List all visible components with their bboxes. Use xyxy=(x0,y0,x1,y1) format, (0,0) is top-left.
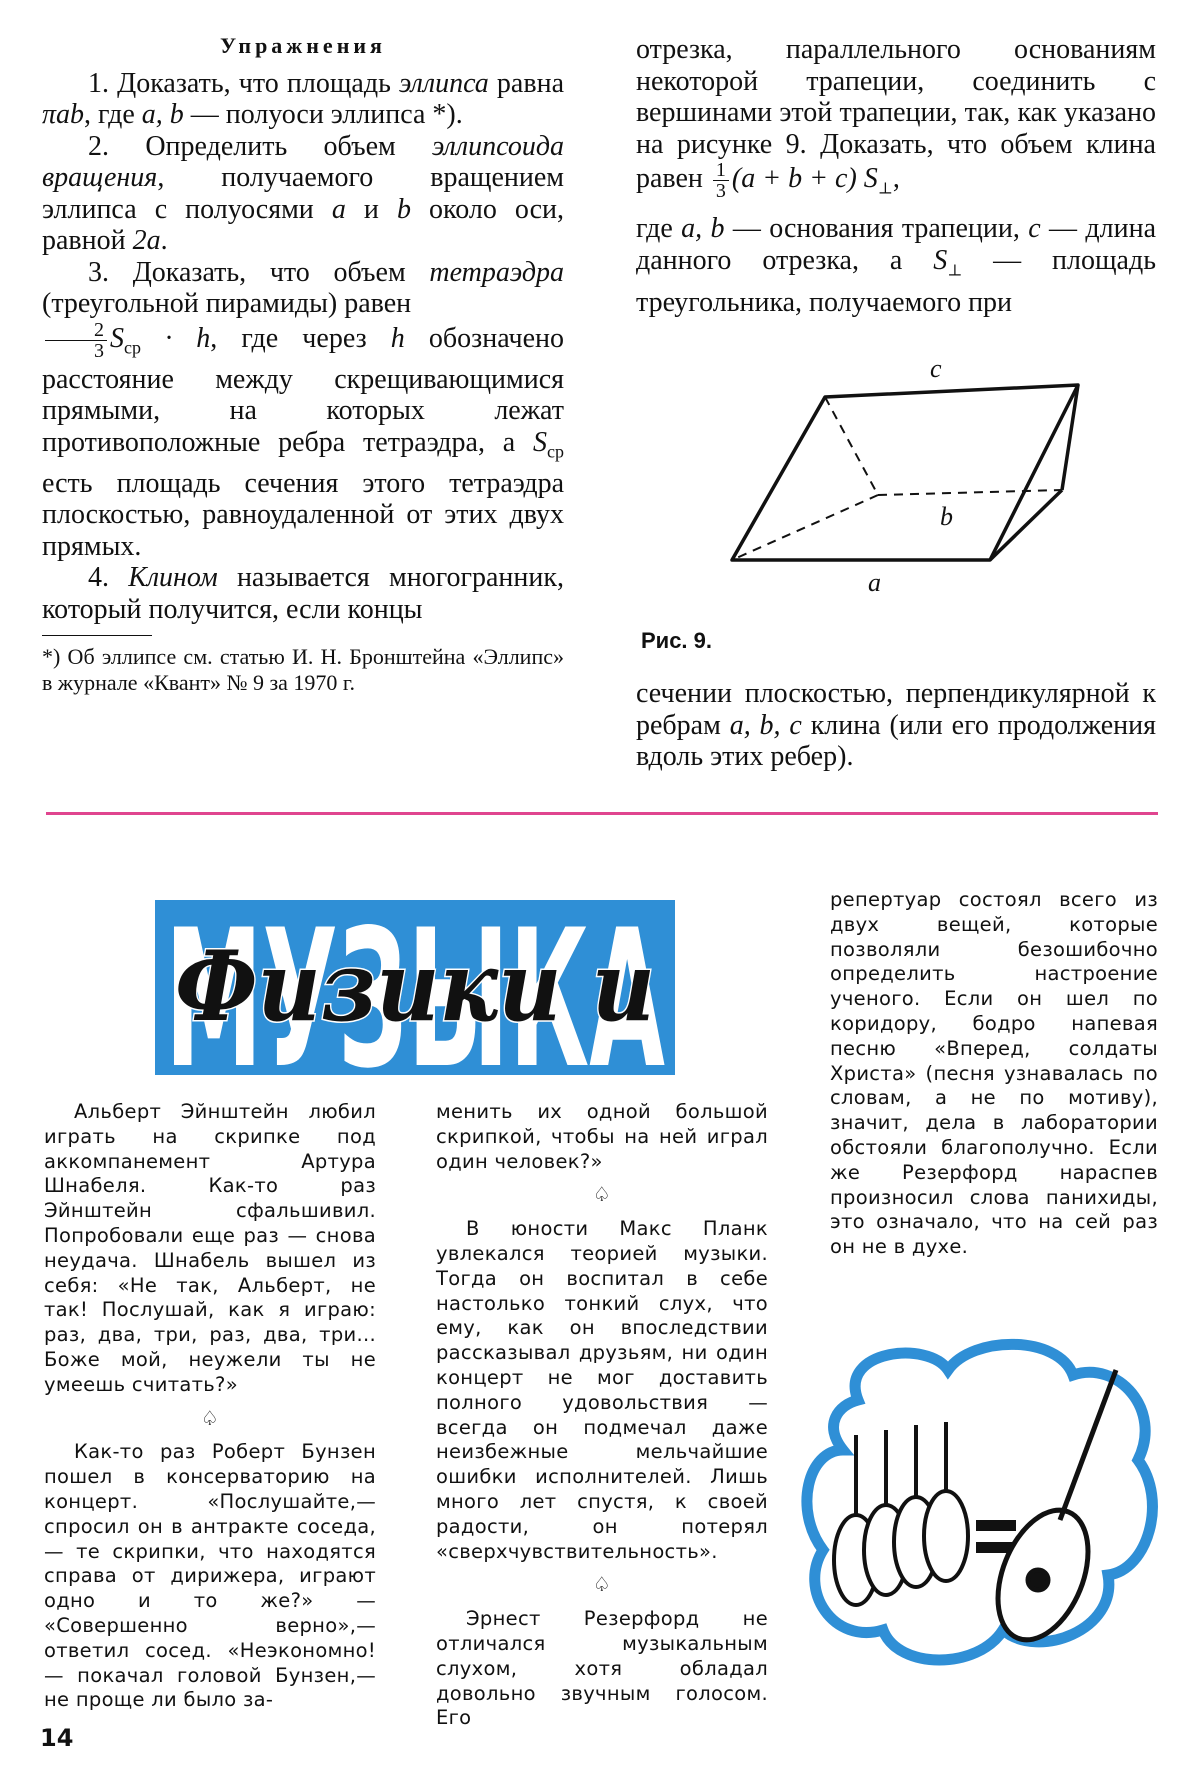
article-column-2 xyxy=(436,1100,768,1731)
ornament-icon: ♤ xyxy=(592,1182,612,1207)
wedge-paragraph: отрезка, параллельного основаниям некоторой трапеции, соединить с вершинами этой трапеции, так, как указано на рисунке 9. Доказать, что объем клина равен $\frac{1}{3}$ (a + b + c) $S_\perp$, xyxy=(636,34,1156,202)
page-number: 14 xyxy=(40,1724,74,1752)
exercises-heading: Упражнения xyxy=(220,33,386,58)
footnote-rule xyxy=(42,635,152,636)
anecdote-rutherford-end: репертуар состоял всего из двух вещей, которые позволяли безошибочно определить настроение ученого. Если он шел по коридору, бодро напевая песню «Вперед, солдаты Христа» (песня узнавалась по словам, а не по мотиву), значит, дела в лаборатории обстояли благополучно. Если же Резерфорд нараспев произносил слова панихиды, это означало, что на сей раз он не в духе. xyxy=(830,888,1158,1259)
wedge-figure xyxy=(700,355,1100,595)
exercise-1: 1. Доказать, что площадь эллипса равна πab, где a, b — полуоси эллипса *). xyxy=(42,67,564,130)
wedge-text-top xyxy=(636,34,1156,318)
wedge-paragraph-2: где a, b — основания трапеции, c — длина данного отрезка, а $S_\perp$ — площадь треугольника, получаемого при xyxy=(636,213,1157,318)
figure-caption: Рис. 9. xyxy=(641,628,713,653)
footnote: *) Об эллипсе см. статью И. Н. Бронштейна «Эллипс» в журнале «Квант» № 9 за 1970 г. xyxy=(42,644,564,696)
figure-label-a: a xyxy=(868,568,881,595)
title-script-physicists: Физики и xyxy=(175,930,655,1043)
anecdote-bunsen: Как-то раз Роберт Бунзен пошел в консерваторию на концерт. «Послушайте,— спросил он в антракте соседа,— те скрипки, что находятся справа от дирижера, играют одно и то же?» — «Совершенно верно»,— ответил сосед. «Неэкономно! — покачал головой Бунзен,— не проще ли было за- xyxy=(44,1440,376,1712)
figure-label-b: b xyxy=(940,502,953,531)
exercise-4: 4. Клином называется многогранник, который получится, если концы xyxy=(42,562,564,625)
ornament-icon: ♤ xyxy=(200,1405,220,1430)
fraction-two-thirds: $\frac{2}{3}$ xyxy=(45,320,107,361)
violins-illustration xyxy=(798,1330,1168,1680)
anecdote-rutherford: Эрнест Резерфорд не отличался музыкальным слухом, хотя обладал довольно звучным голосом. Его xyxy=(436,1607,768,1730)
ornament-icon: ♤ xyxy=(592,1572,612,1597)
section-divider xyxy=(46,812,1158,815)
article-column-3 xyxy=(830,888,1158,1260)
exercises-column xyxy=(42,30,564,696)
exercise-2: 2. Определить объем эллипсоида вращения, получаемого вращением эллипса с полуосями a и b около оси, равной 2a. xyxy=(42,130,564,256)
figure-label-c: c xyxy=(930,355,942,383)
anecdote-einstein: Альберт Эйнштейн любил играть на скрипке под аккомпанемент Артура Шнабеля. Как-то раз Эйнштейн сфальшивил. Попробовали еще раз — снова неудача. Шнабель вышел из себя: «Не так, Альберт, не так! Послушай, как я играю: раз, два, три, раз, два, три... Боже мой, неужели ты не умеешь считать?» xyxy=(44,1100,376,1396)
article-column-1 xyxy=(44,1100,376,1713)
anecdote-bunsen-end: менить их одной большой скрипкой, чтобы на ней играл один человек?» xyxy=(436,1100,768,1173)
article-title-logo xyxy=(155,900,675,1075)
title-word-music: МУЗЫКА xyxy=(165,900,665,1075)
anecdote-planck: В юности Макс Планк увлекался теорией музыки. Тогда он воспитал в себе настолько тонкий слух, что ему, как он впоследствии рассказывал друзьям, ни один концерт не мог доставить полного удовольствия — всегда он подмечал даже неизбежные мельчайшие ошибки исполнителей. Лишь много лет спустя, к своей радости, он потерял «сверхчувствительность». xyxy=(436,1217,768,1563)
wedge-text-bottom: сечении плоскостью, перпендикулярной к ребрам a, b, c клина (или его продолжения вдоль этих ребер). xyxy=(636,678,1157,772)
exercise-3: 3. Доказать, что объем тетраэдра (треугольной пирамиды) равен $\frac{2}{3}$ $S_{ср} \cdot h$, где через h обозначено расстояние между скрещивающимися прямыми, на которых лежат противоположные ребра тетраэдра, а $S_{ср}$ есть площадь сечения этого тетраэдра плоскостью, равноудаленной от этих двух прямых. xyxy=(42,256,565,562)
fraction-one-third: $\frac{1}{3}$ xyxy=(713,160,729,201)
